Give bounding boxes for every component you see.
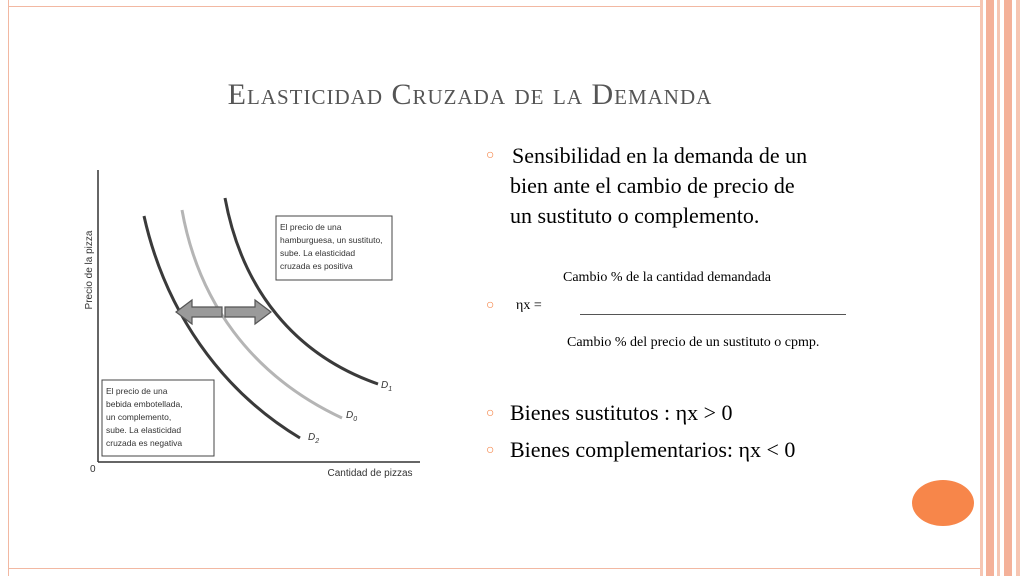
- curve-label-d0: $D_0$: [346, 410, 358, 423]
- origin-label: 0: [90, 464, 96, 475]
- bullet-definition-line-1: Sensibilidad en la demanda de un: [512, 143, 808, 168]
- box-bottom-line: El precio de una: [106, 386, 168, 396]
- box-bottom-line: sube. La elasticidad: [106, 425, 182, 435]
- box-top-line: hamburguesa, un sustituto,: [280, 235, 383, 245]
- curve-label-d2: $D_2$: [308, 432, 320, 445]
- x-axis-label: Cantidad de pizzas: [327, 468, 413, 479]
- y-axis-label: Precio de la pizza: [84, 230, 95, 310]
- formula-fraction-line: [580, 314, 846, 315]
- bullet-complements: Bienes complementarios: ηx < 0: [510, 437, 796, 462]
- formula-denominator: Cambio % del precio de un sustituto o cpmp.: [567, 335, 820, 350]
- decorative-orange-circle: [912, 480, 974, 526]
- bullet-definition-line-3: un sustituto o complemento.: [510, 203, 760, 228]
- bullet-circle-icon: ○: [486, 443, 495, 458]
- bullet-circle-icon: ○: [486, 406, 495, 421]
- formula-lhs: ηx =: [516, 298, 542, 313]
- box-bottom-line: cruzada es negativa: [106, 438, 183, 448]
- box-bottom-line: un complemento,: [106, 412, 172, 422]
- slide-title: Elasticidad Cruzada de la Demanda: [227, 78, 713, 111]
- right-stripes-decoration: [980, 0, 1024, 576]
- box-bottom-line: bebida embotellada,: [106, 399, 183, 409]
- box-top-line: El precio de una: [280, 222, 342, 232]
- demand-curves-diagram: [70, 160, 430, 490]
- top-frame-border: [8, 0, 980, 7]
- bullet-circle-icon: ○: [486, 298, 495, 313]
- bullet-definition-line-2: bien ante el cambio de precio de: [510, 173, 795, 198]
- bullet-substitutes: Bienes sustitutos : ηx > 0: [510, 400, 733, 425]
- formula-numerator: Cambio % de la cantidad demandada: [563, 270, 771, 285]
- curve-label-d1: $D_1$: [381, 380, 393, 393]
- bullet-circle-icon: ○: [486, 148, 495, 163]
- box-top-line: cruzada es positiva: [280, 261, 353, 271]
- box-top-line: sube. La elasticidad: [280, 248, 356, 258]
- left-frame-border: [0, 0, 9, 576]
- right-arrow: [225, 300, 271, 324]
